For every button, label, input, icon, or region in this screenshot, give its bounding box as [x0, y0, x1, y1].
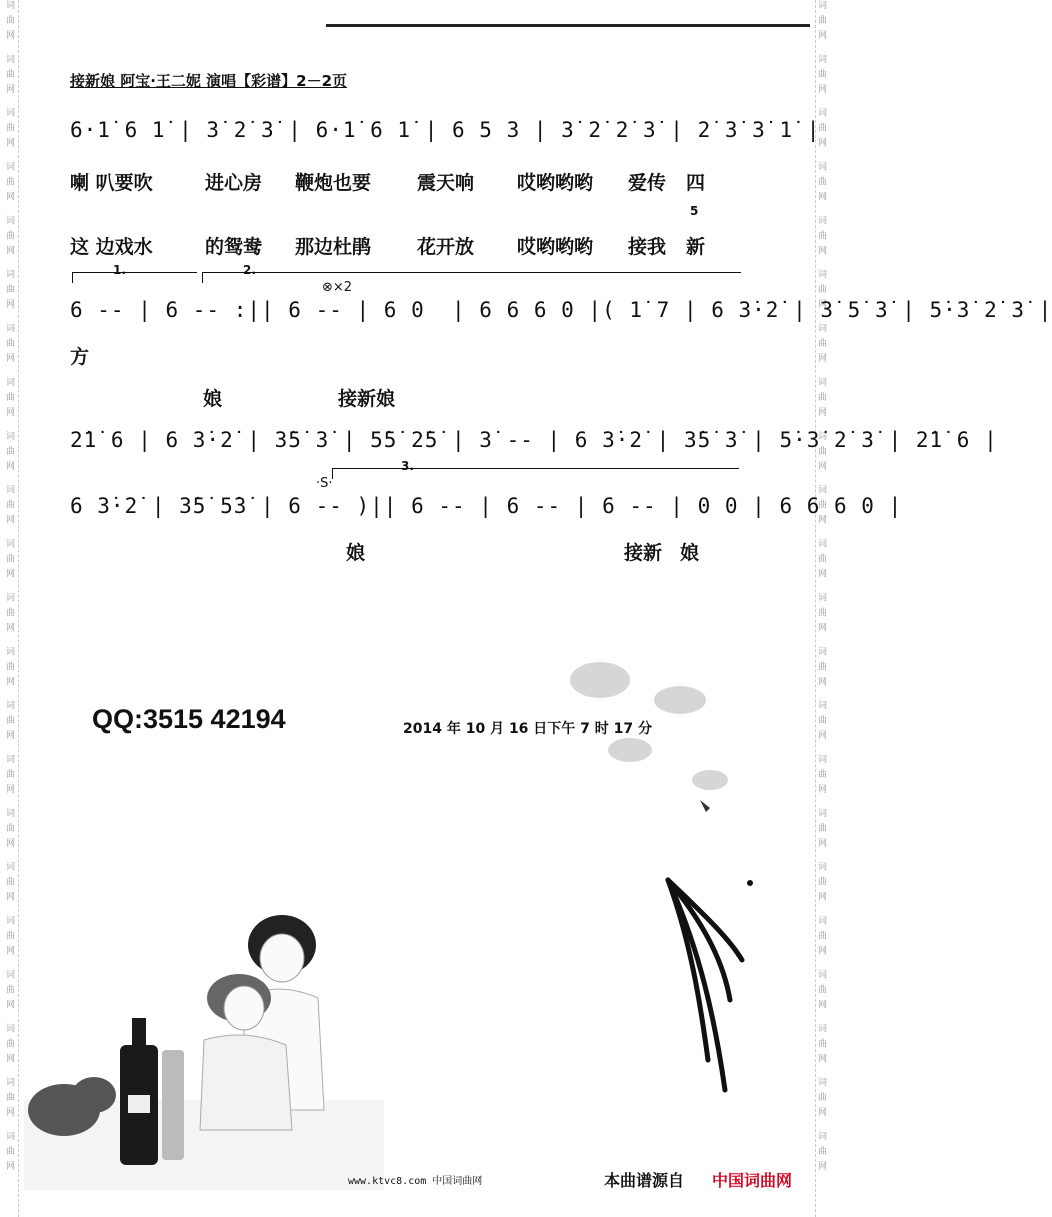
volta-bracket: [72, 263, 197, 283]
lyric: 娘: [680, 542, 700, 564]
lyric: 喇 叭要吹: [70, 172, 153, 194]
lyric: 鞭炮也要: [295, 172, 372, 194]
lyric: 进心房: [205, 172, 263, 194]
watermark-text: 词曲网 词曲网 词曲网 词曲网 词曲网 词曲网 词曲网 词曲网 词曲网 词曲网 词曲网 词曲网 词曲网 词曲网 词曲网 词曲网 词曲网 词曲网 词曲网 词曲网 词曲网 词曲网: [816, 0, 826, 1177]
lyric: 哎哟哟哟: [517, 172, 594, 194]
page-header: 接新娘 阿宝·王二妮 演唱【彩谱】2－2页: [70, 72, 348, 90]
footer-url: www.ktvc8.com 中国词曲网: [348, 1176, 483, 1187]
lyric: 接新: [624, 542, 663, 564]
lyric: 娘: [346, 542, 366, 564]
lyric: 新: [686, 236, 706, 258]
notation-line-4: 6 3̇·2̇ | 3̇5̇ 5̇3̇ | 6 -- )|| 6 -- | 6 -- | 6 -- | 0 0 | 6 6 6 0 |: [70, 494, 903, 518]
lyric: 接新娘: [338, 388, 396, 410]
footer-source: 本曲谱源自: [604, 1171, 685, 1190]
lyric: 这 边戏水: [70, 236, 153, 258]
lyric: 方: [70, 346, 90, 368]
volta-bracket: [332, 459, 739, 479]
flower-decoration: [560, 640, 770, 1180]
lyric: 震天响: [417, 172, 475, 194]
lyric: 四: [686, 172, 706, 194]
notation-line-3: 2̇1̇ 6 | 6 3̇·2̇ | 3̇5̇ 3̇ | 5̇5̇ 2̇5̇ | 3̇ -- | 6 3̇·2̇ | 3̇5̇ 3̇ | 5̇·3̇ 2̇ 3̇ | 2̇1̇ 6 |: [70, 428, 998, 452]
volta-label: 3.: [401, 459, 414, 473]
lyric: 接我: [628, 236, 667, 258]
lyric: 那边杜鹃: [295, 236, 372, 258]
notation-line-1: 6·1̇ 6 1̇ | 3̇ 2̇ 3̇ | 6·1̇ 6 1̇ | 6 5 3 | 3̇ 2̇ 2̇ 3̇ | 2̇ 3̇ 3̇ 1̇ |: [70, 118, 821, 142]
notation-line-2: 6 -- | 6 -- :|| 6 -- | 6 0 | 6 6 6 0 |( 1̇ 7 | 6 3̇·2̇ | 3̇ 5̇ 3̇ | 5̇·3̇ 2̇ 3̇ |: [70, 298, 1052, 322]
couple-photo: [24, 900, 424, 1190]
repeat-marker: ⊗×2: [322, 280, 353, 295]
right-watermark-strip: [815, 0, 830, 1217]
lyric: 哎哟哟哟: [517, 236, 594, 258]
volta-label: 1.: [113, 263, 126, 277]
lyric: 娘: [203, 388, 223, 410]
volta-bracket: [202, 263, 741, 283]
qq-contact: QQ:3515 42194: [92, 704, 286, 734]
left-watermark-strip: [4, 0, 19, 1217]
lyric: 爱传: [628, 172, 667, 194]
segno-marker: ·S·: [316, 476, 333, 491]
marker-five: 5: [690, 204, 699, 218]
timestamp: 2014 年 10 月 16 日下午 7 时 17 分: [403, 721, 653, 737]
watermark-text: 词曲网 词曲网 词曲网 词曲网 词曲网 词曲网 词曲网 词曲网 词曲网 词曲网 词曲网 词曲网 词曲网 词曲网 词曲网 词曲网 词曲网 词曲网 词曲网 词曲网 词曲网 词曲网: [4, 0, 14, 1177]
lyric: 花开放: [417, 236, 475, 258]
footer-brand: 中国词曲网: [712, 1171, 793, 1190]
lyric: 的鸳鸯: [205, 236, 263, 258]
volta-label: 2.: [243, 263, 256, 277]
top-rule: [326, 24, 810, 27]
